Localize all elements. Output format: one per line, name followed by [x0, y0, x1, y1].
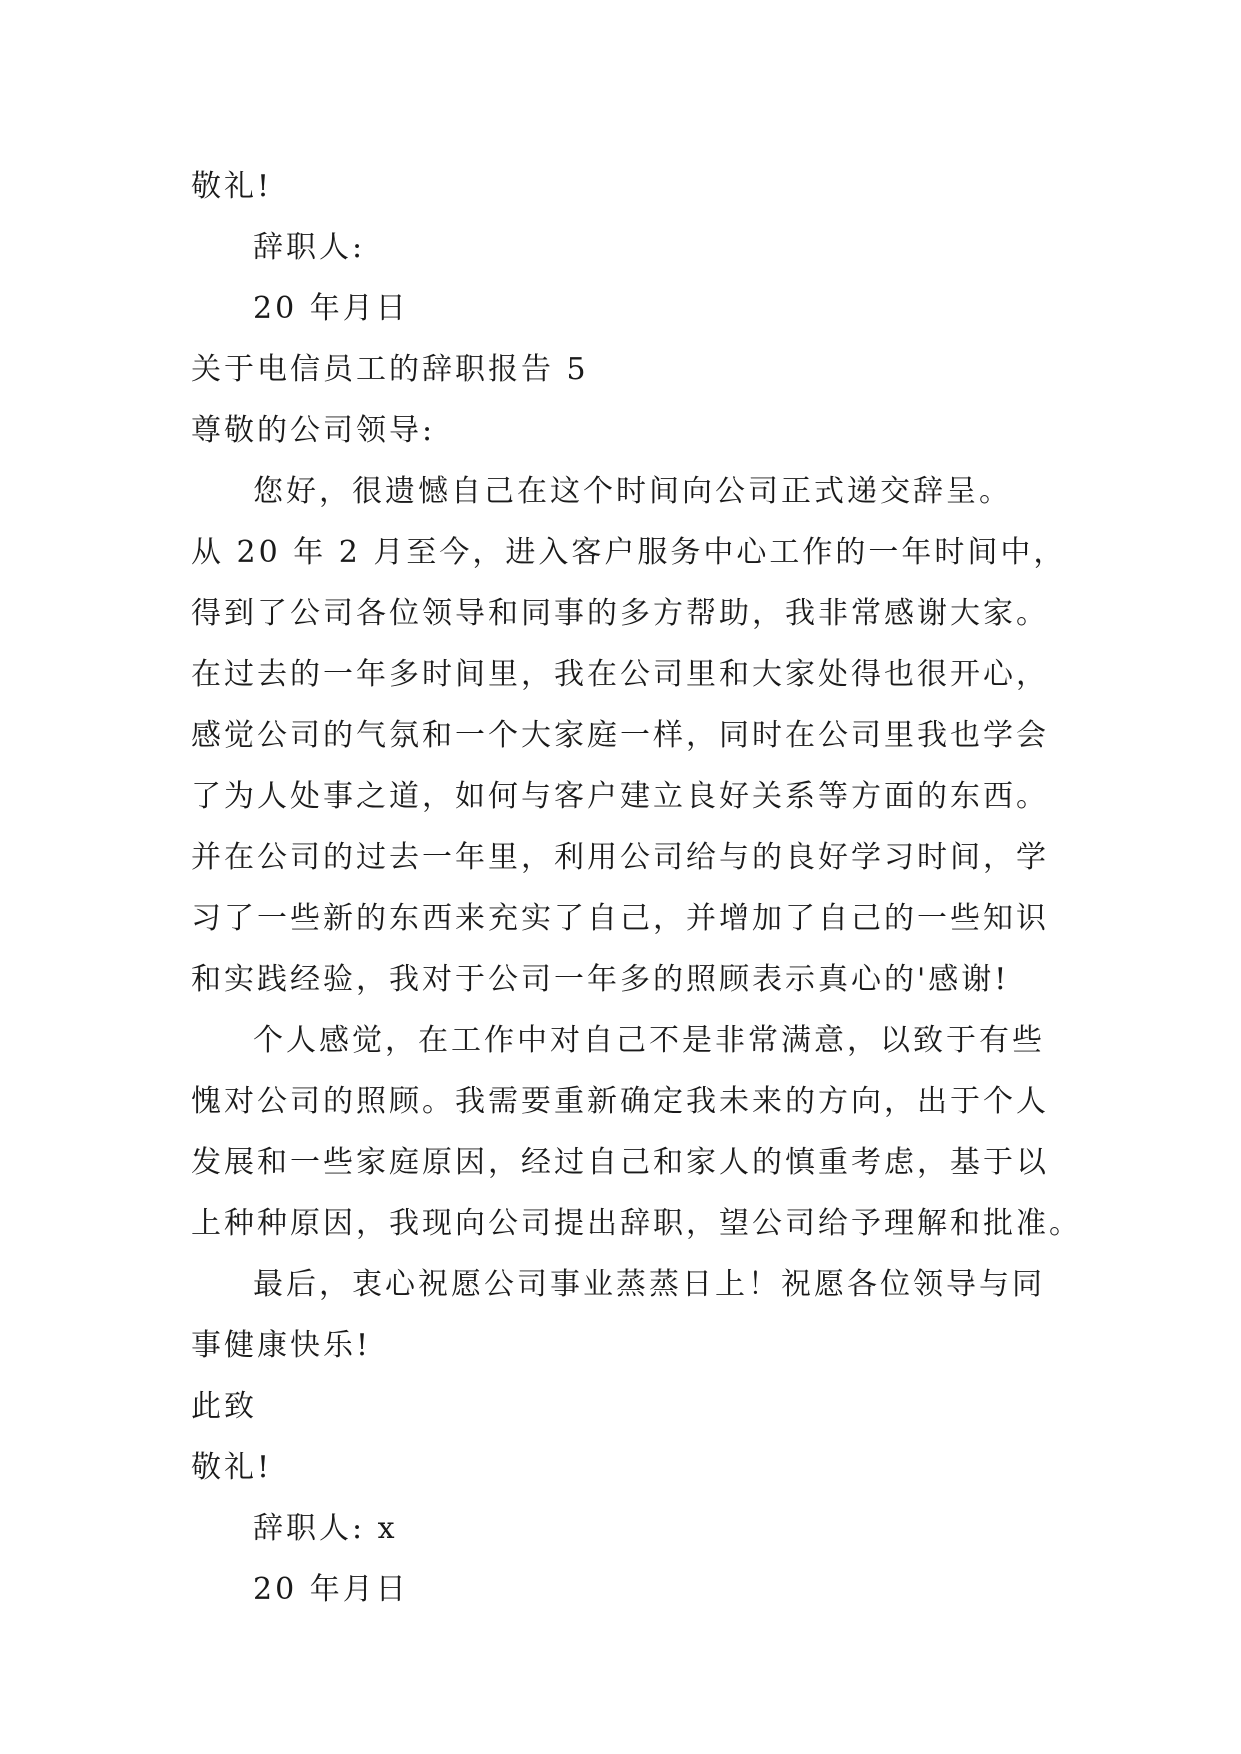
salutation: 敬礼!: [191, 1450, 273, 1485]
paragraph-line: 并在公司的过去一年里，利用公司给与的良好学习时间，学: [191, 840, 1049, 875]
date-line-top: 20 年月日: [253, 291, 409, 326]
paragraph-line: 得到了公司各位领导和同事的多方帮助，我非常感谢大家。: [191, 596, 1049, 631]
salutation-top: 敬礼!: [191, 169, 273, 204]
paragraph-line: 愧对公司的照顾。我需要重新确定我未来的方向，出于个人: [191, 1084, 1049, 1119]
signer-line-top: 辞职人:: [253, 230, 366, 265]
closing-phrase: 此致: [191, 1389, 257, 1424]
paragraph-line: 在过去的一年多时间里，我在公司里和大家处得也很开心，: [191, 657, 1049, 692]
letter-title: 关于电信员工的辞职报告 5: [191, 352, 589, 387]
letter-body: [191, 156, 1082, 1620]
paragraph-line: 发展和一些家庭原因，经过自己和家人的慎重考虑，基于以: [191, 1145, 1049, 1180]
paragraph: [191, 461, 1071, 1010]
paragraph-line: 感觉公司的气氛和一个大家庭一样，同时在公司里我也学会: [191, 718, 1049, 753]
paragraph-line: 从 20 年 2 月至今，进入客户服务中心工作的一年时间中，: [191, 535, 1067, 570]
paragraph-line: 了为人处事之道，如何与客户建立良好关系等方面的东西。: [191, 779, 1049, 814]
paragraph-line: 事健康快乐!: [191, 1328, 372, 1363]
signer-line: 辞职人: x: [253, 1511, 398, 1546]
paragraph: [191, 1254, 1071, 1376]
paragraph-line: 您好，很遗憾自己在这个时间向公司正式递交辞呈。: [253, 474, 1012, 509]
paragraph-line: 和实践经验，我对于公司一年多的照顾表示真心的'感谢!: [191, 962, 1010, 997]
paragraph: [191, 1010, 1082, 1254]
paragraph-line: 最后，衷心祝愿公司事业蒸蒸日上！祝愿各位领导与同: [253, 1267, 1045, 1302]
paragraph-line: 上种种原因，我现向公司提出辞职，望公司给予理解和批准。: [191, 1206, 1082, 1241]
date-line: 20 年月日: [253, 1572, 409, 1607]
letter-greeting: 尊敬的公司领导:: [191, 413, 436, 448]
paragraph-line: 个人感觉，在工作中对自己不是非常满意，以致于有些: [253, 1023, 1045, 1058]
paragraph-line: 习了一些新的东西来充实了自己，并增加了自己的一些知识: [191, 901, 1049, 936]
